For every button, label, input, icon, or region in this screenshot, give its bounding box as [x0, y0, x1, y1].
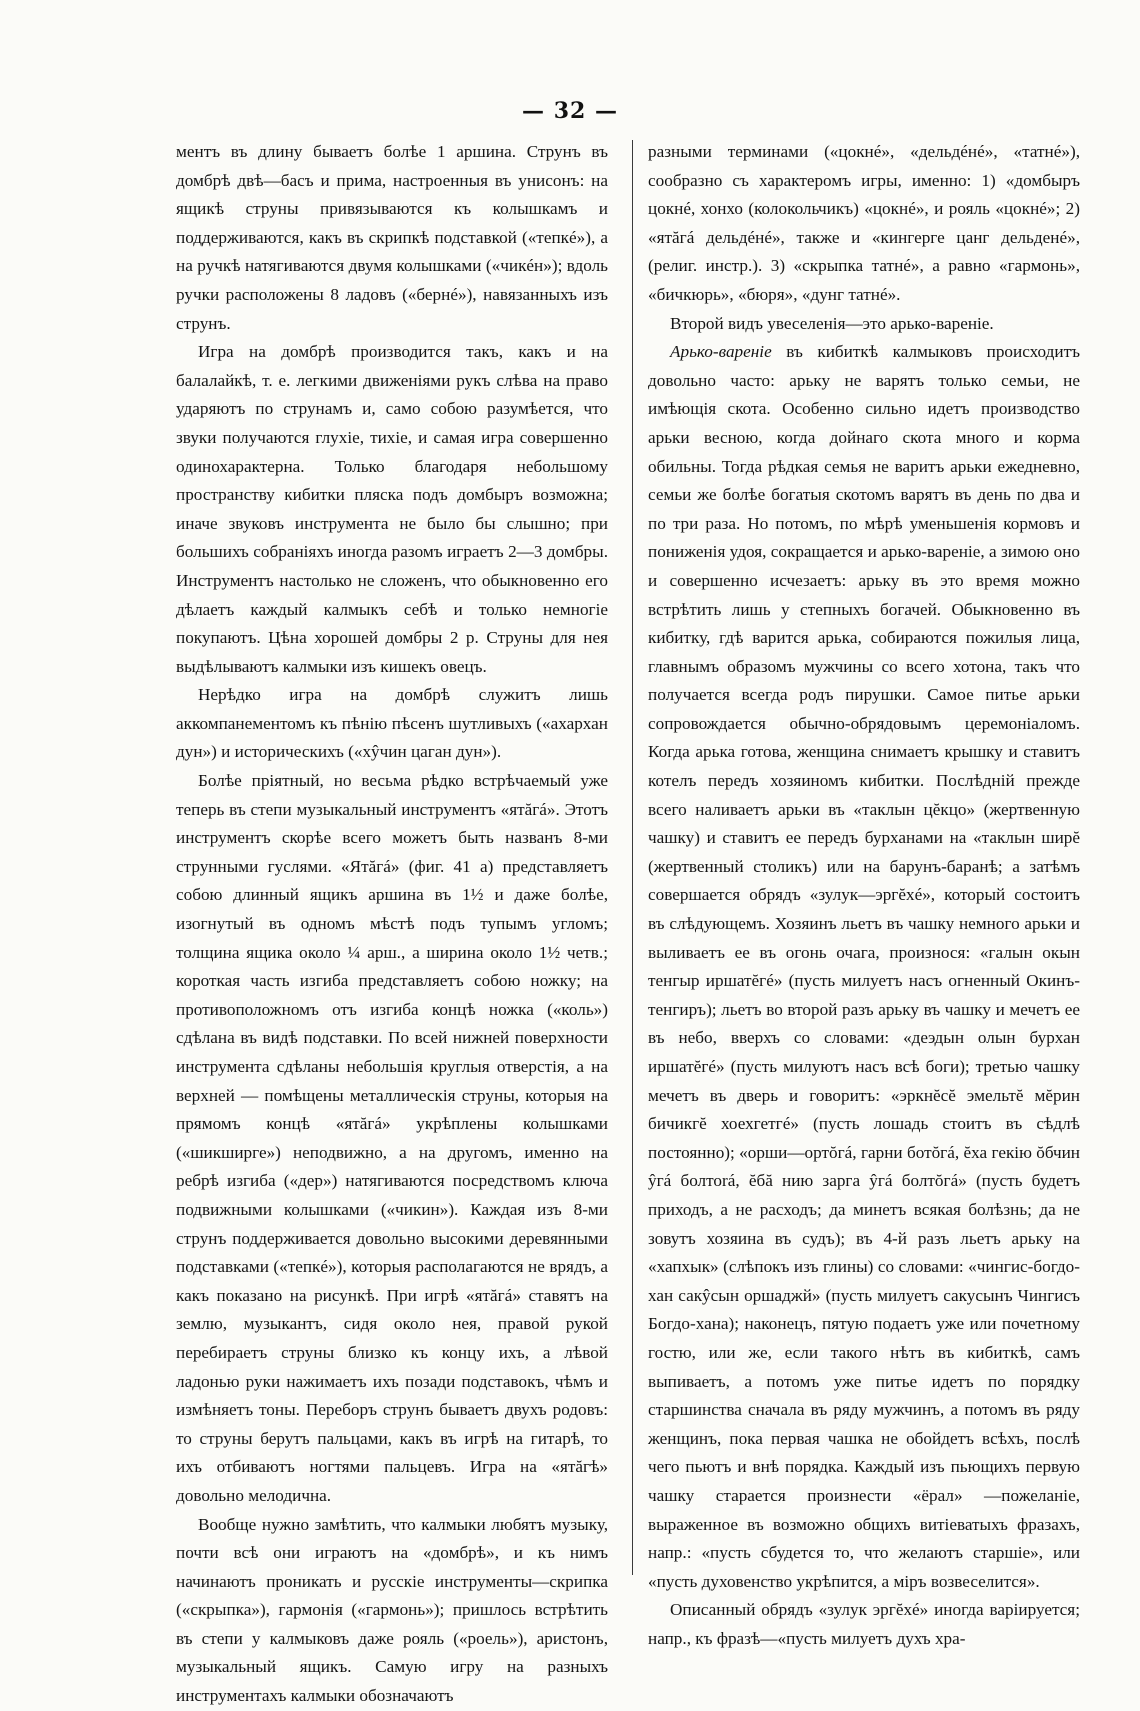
- paragraph: Нерѣдко игра на домбрѣ служитъ лишь аккомпанементомъ къ пѣнію пѣсенъ шутливыхъ («ахархан дун») и историческихъ («хŷчин цаган дун»).: [176, 685, 608, 762]
- paragraph: разными терминами («цокнé», «дельдéнé», «татнé»), сообразно съ характеромъ игры, именно: 1) «домбыръ цокнé, хонхо (колокольчикъ) «цокнé», и рояль «цокнé»; 2) «ятăгá дельдéнé», также и «кингерге цанг дельденé», (религ. инстр.). 3) «скрыпка татнé», а равно «гармонь», «бичкюрь», «бюря», «дунг татнé».: [648, 142, 1080, 304]
- paragraph: ментъ въ длину бываетъ болѣе 1 аршина. Струнъ въ домбрѣ двѣ—басъ и прима, настроенныя въ унисонъ: на ящикѣ струны привязываются къ колышкамъ и поддерживаются, какъ въ скрипкѣ подставкой («тепкé»), а на ручкѣ натягиваются двумя колышками («чикéн»); вдоль ручки расположены 8 ладовъ («бернé»), навязанныхъ изъ струнъ.: [176, 142, 608, 333]
- italic-term: Арько-вареніе: [670, 342, 772, 362]
- page-number: — 32 —: [522, 98, 618, 124]
- paragraph: Болѣе пріятный, но весьма рѣдко встрѣчаемый уже теперь въ степи музыкальный инструментъ «ятăгá». Этотъ инструментъ скорѣе всего можетъ быть названъ 8-ми струнными гуслями. «Ятăгá» (фиг. 41 а) представляетъ собою длинный ящикъ аршина въ 1½ и даже болѣе, изогнутый въ одномъ мѣстѣ подъ тупымъ угломъ; толщина ящика около ¼ арш., а ширина около 1½ четв.; короткая часть изгиба представляетъ собою ножку; на противоположномъ отъ изгиба концѣ ножка («коль») сдѣлана въ видѣ подставки. По всей нижней поверхности инструмента сдѣланы небольшія круглыя отверстія, а на верхней — помѣщены металлическія струны, которыя на прямомъ концѣ «ятăгá» укрѣплены колышками («шикширге») неподвижно, а на другомъ, именно на ребрѣ изгиба («дер») натягиваются посредствомъ ключа подвижными колышками («чикин»). Каждая изъ 8-ми струнъ поддерживается довольно высокими деревянными подставками («тепкé»), которыя располагаются не врядъ, а какъ показано на рисункѣ. При игрѣ «ятăгá» ставятъ на землю, музыкантъ, сидя около нея, правой рукой перебираетъ струны близко къ концу ихъ, а лѣвой ладонью руки нажимаетъ ихъ позади подставокъ, чѣмъ и измѣняетъ тоны. Переборъ струнъ бываетъ двухъ родовъ: то струны берутъ пальцами, какъ въ игрѣ на гитарѣ, то ихъ отбиваютъ ногтями пальцевъ. Игра на «ятăгѣ» довольно мелодична.: [176, 771, 608, 1505]
- right-column: [648, 138, 1080, 1653]
- column-divider: [632, 140, 633, 1575]
- paragraph-rest: въ кибиткѣ калмыковъ происходитъ довольно часто: арьку не варятъ только семьи, не имѣющія скота. Особенно сильно идетъ производство арьки весною, когда дойнаго скота много и корма обильны. Тогда рѣдкая семья не варитъ арьки ежедневно, семьи же болѣе богатыя скотомъ варятъ въ день по два и по три раза. Но потомъ, по мѣрѣ уменьшенія кормовъ и пониженія удоя, сокращается и арько-вареніе, а зимою оно и совершенно исчезаетъ: арьку въ это время можно встрѣтить лишь у степныхъ богачей. Обыкновенно въ кибитку, гдѣ варится арька, собираются пожилыя лица, главнымъ образомъ мужчины со всего хотона, такъ что получается всегда родъ пирушки. Самое питье арьки сопровождается обычно-обрядовымъ церемоніаломъ. Когда арька готова, женщина снимаетъ крышку и ставитъ котелъ передъ хозяиномъ кибитки. Послѣдній прежде всего наливаетъ арьки въ «таклын цĕкцо» (жертвенную чашку) и ставитъ ее передъ бурханами на «таклын ширĕ (жертвенный столикъ) или на барунъ-баранѣ; а затѣмъ совершается обрядъ «зулук—эргĕхé», который состоитъ въ слѣдующемъ. Хозяинъ льетъ въ чашку немного арьки и выливаетъ ее въ огонь очага, произнося: «галын окын тенгыр иршатĕгé» (пусть милуетъ насъ огненный Окинъ-тенгиръ); льетъ во второй разъ арьку въ чашку и мечетъ ее въ небо, вверхъ со словами: «деэдын олын бурхан иршатĕгé» (пусть милуютъ насъ всѣ боги); третью чашку мечетъ въ дверь и говоритъ: «эркнĕсĕ эмельтĕ мĕрин бичикгĕ хоехгетгé» (пусть лошадь стоитъ въ сѣдлѣ постоянно); «орши—ортŏгá, гарни ботŏгá, ĕха гекiю ŏбчин ŷгá болтоrá, ĕбă нию зарга ŷгá болтŏгá» (пусть будетъ приходъ, а не расходъ; да минетъ всякая болѣзнь; да не зовутъ хозяина въ судъ); въ 4-й разъ льетъ арьку на «хапхык» (слѣпокъ изъ глины) со словами: «чингис-богдо-хан сакŷсын оршаджй» (пусть милуетъ сакусынъ Чингисъ Богдо-хана); наконецъ, пятую подаетъ уже или почетному гостю, или же, если такого нѣтъ въ кибиткѣ, самъ выпиваетъ, а потомъ уже питье идетъ по порядку старшинства сначала въ ряду мужчинъ, а потомъ въ ряду женщинъ, пока первая чашка не обойдетъ всѣхъ, послѣ чего пьютъ и внѣ порядка. Каждый изъ пьющихъ первую чашку старается произнести «ёрал» —пожеланіе, выраженное въ возможно общихъ витіеватыхъ фразахъ, напр.: «пусть сбудется то, что желаютъ старшіе», или «пусть духовенство укрѣпится, а міръ возвеселится».: [648, 342, 1080, 1591]
- paragraph: Вообще нужно замѣтить, что калмыки любятъ музыку, почти всѣ они играютъ на «домбрѣ», и къ нимъ начинаютъ проникать и русскіе инструменты—скрипка («скрыпка»), гармонія («гармонь»); пришлось встрѣтить въ степи у калмыковъ даже рояль («роель»), аристонъ, музыкальный ящикъ. Самую игру на разныхъ инструментахъ калмыки обозначаютъ: [176, 1514, 608, 1706]
- paragraph: Игра на домбрѣ производится такъ, какъ и на балалайкѣ, т. е. легкими движеніями рукъ слѣва на право ударяютъ по струнамъ и, само собою разумѣется, что звуки получаются глухіе, тихіе, и самая игра совершенно одинохарактерна. Только благодаря небольшому пространству кибитки пляска подъ домбыръ возможна; иначе звуковъ инструмента не было бы слышно; при большихъ собраніяхъ иногда разомъ играетъ 2—3 домбры. Инструментъ настолько не сложенъ, что обыкновенно его дѣлаетъ каждый калмыкъ себѣ и только немногіе покупаютъ. Цѣна хорошей домбры 2 р. Струны для нея выдѣлываютъ калмыки изъ кишекъ овецъ.: [176, 342, 608, 676]
- left-column: [176, 138, 608, 1711]
- paragraph-arko-varenie: [648, 338, 1080, 1596]
- paragraph: Описанный обрядъ «зулук эргĕхé» иногда варіируется; напр., къ фразѣ—«пусть милуетъ духъ хра-: [648, 1600, 1080, 1648]
- paragraph: Второй видъ увеселенія—это арько-вареніе.: [670, 313, 994, 333]
